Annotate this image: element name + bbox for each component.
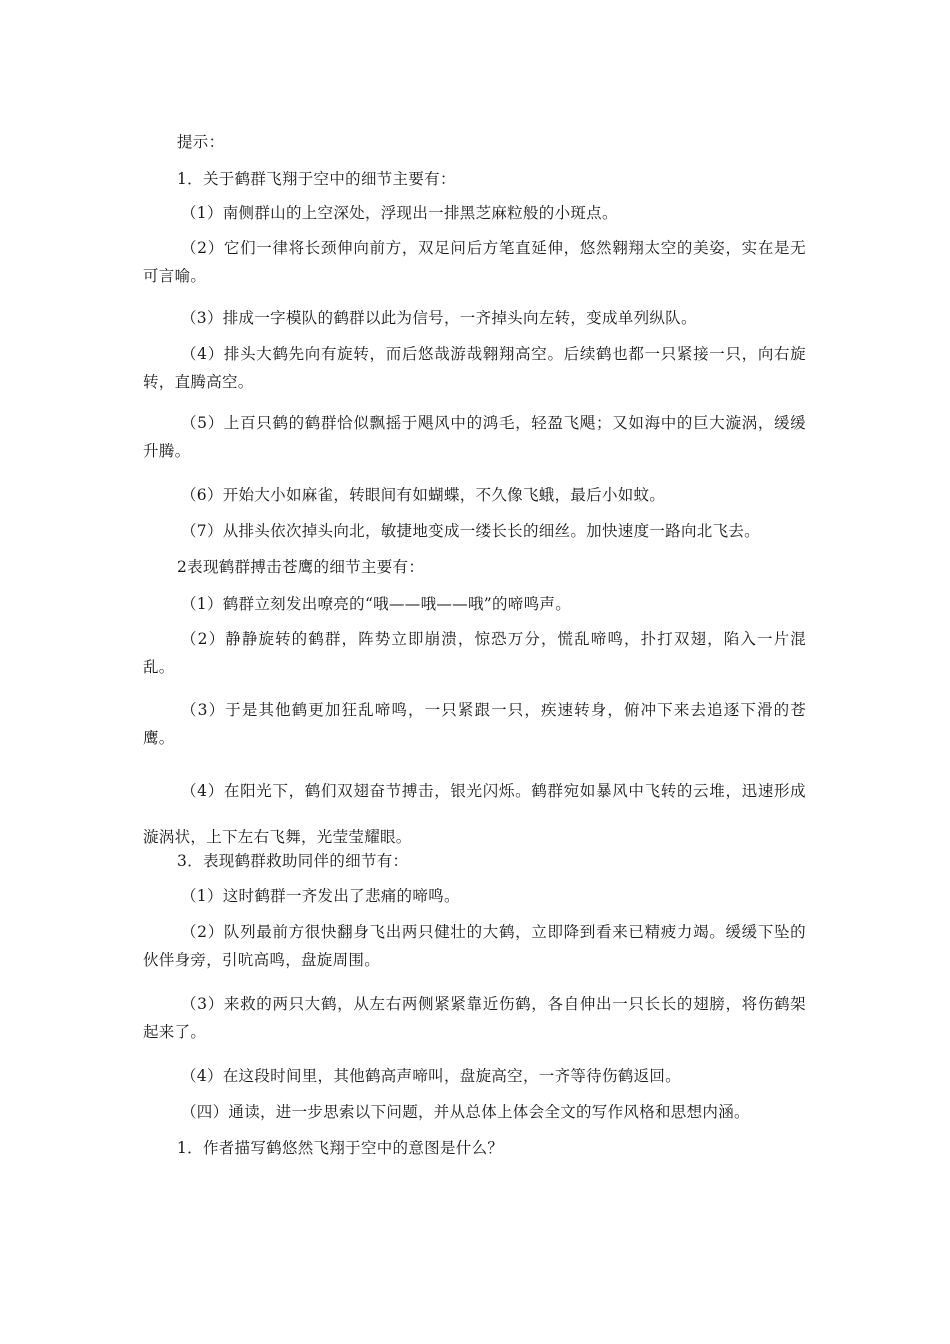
paragraph-3-1: （1）这时鹤群一齐发出了悲痛的啼鸣。: [181, 887, 460, 905]
section-3-heading: 3．表现鹤群救助同伴的细节有：: [177, 852, 409, 870]
paragraph-2-3: （3）于是其他鹤更加狂乱啼鸣，一只紧跟一只，疾速转身，俯冲下来去追逐下滑的苍鹰。: [143, 701, 806, 747]
paragraph-1-4: （4）排头大鹤先向有旋转，而后悠哉游哉翱翔高空。后续鹤也都一只紧接一只，向右旋转，直腾高空。: [143, 345, 806, 391]
section-1-heading: 1．关于鹤群飞翔于空中的细节主要有：: [177, 170, 456, 188]
paragraph-1-1: （1）南侧群山的上空深处，浮现出一排黑芝麻粒般的小斑点。: [181, 204, 618, 222]
section-2-heading: 2表现鹤群搏击苍鹰的细节主要有：: [177, 558, 425, 576]
paragraph-1-2: （2）它们一律将长颈伸向前方，双足问后方笔直延伸，悠然翱翔太空的美姿，实在是无可言喻。: [143, 239, 806, 285]
hint-heading: 提示：: [177, 133, 225, 151]
paragraph-1-7: （7）从排头依次掉头向北，敏捷地变成一缕长长的细丝。加快速度一路向北飞去。: [181, 522, 760, 540]
paragraph-3-2: （2）队列最前方很快翻身飞出两只健壮的大鹤，立即降到看来已精疲力竭。缓缓下坠的伙伴身旁，引吭高鸣，盘旋周围。: [143, 923, 806, 969]
paragraph-2-2: （2）静静旋转的鹤群，阵势立即崩溃，惊恐万分，慌乱啼鸣，扑打双翅，陷入一片混乱。: [143, 630, 806, 676]
paragraph-1-5: （5）上百只鹤的鹤群恰似飘摇于飓风中的鸿毛，轻盈飞飓；又如海中的巨大漩涡，缓缓升腾。: [143, 414, 806, 460]
paragraph-3-4: （4）在这段时间里，其他鹤高声啼叫，盘旋高空，一齐等待伤鹤返回。: [181, 1067, 681, 1085]
section-4-heading: （四）通读，进一步思索以下问题，并从总体上体会全文的写作风格和思想内涵。: [181, 1103, 750, 1121]
paragraph-2-1: （1）鹤群立刻发出嘹亮的“哦——哦——哦”的啼鸣声。: [181, 595, 572, 613]
question-1: 1．作者描写鹤悠然飞翔于空中的意图是什么？: [177, 1139, 504, 1157]
paragraph-3-3: （3）来救的两只大鹤，从左右两侧紧紧靠近伤鹤，各自伸出一只长长的翅膀，将伤鹤架起来了。: [143, 995, 806, 1041]
paragraph-1-3: （3）排成一字模队的鹤群以此为信号，一齐掉头向左转，变成单列纵队。: [181, 309, 697, 327]
paragraph-1-6: （6）开始大小如麻雀，转眼间有如蝴蝶，不久像飞蛾，最后小如蚊。: [181, 486, 666, 504]
paragraph-2-4: （4）在阳光下，鹤们双翅奋节搏击，银光闪烁。鹤群宛如暴风中飞转的云堆，迅速形成漩涡状，上下左右飞舞，光莹莹耀眼。: [143, 782, 806, 846]
